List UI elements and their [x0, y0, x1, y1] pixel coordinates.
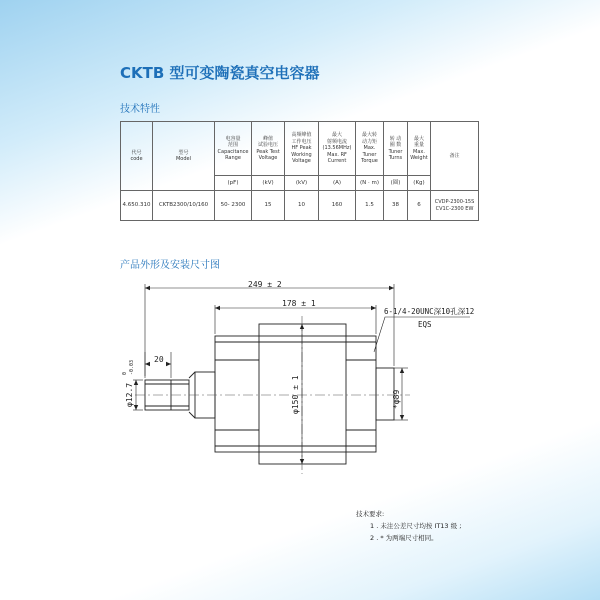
thread-note: 6-1/4-20UNC深10孔深12 [384, 307, 475, 316]
header-remark: 备注 [431, 122, 479, 191]
svg-text:-0.03: -0.03 [129, 359, 135, 375]
dim-body-length: 178 ± 1 [282, 299, 316, 308]
dim-shaft-diameter [122, 360, 135, 407]
svg-text:0: 0 [122, 371, 128, 375]
svg-text:φ12.7: φ12.7 [125, 382, 134, 407]
header-model: 型号 Model [153, 122, 215, 191]
centerlines [135, 316, 410, 474]
cell-remark: CVDP-2300-15S CV1C-2300 EW [431, 191, 479, 221]
cell-weight: 6 [408, 191, 431, 221]
cell-model: CKTB2300/10/160 [153, 191, 215, 221]
dim-shaft-end: 20 [154, 355, 164, 364]
header-tuner-torque: 最大转 动力矩 Max. Tuner Torque [356, 122, 384, 176]
note-item: 1 . 未注公差尺寸均按 IT13 级 ; [370, 522, 462, 530]
unit-hf-working-voltage: (kV) [285, 176, 319, 191]
cell-hf-working-voltage: 10 [285, 191, 319, 221]
notes-heading: 技术要求: [356, 510, 385, 518]
unit-rf-current: (A) [319, 176, 356, 191]
cell-capacitance: 50- 2300 [215, 191, 252, 221]
unit-tuner-torque: (N · m) [356, 176, 384, 191]
section-title-outline: 产品外形及安装尺寸图 [120, 260, 220, 271]
header-hf-working-voltage: 高频峰值 工作电压 HF Peak Working Voltage [285, 122, 319, 176]
cell-tuner-torque: 1.5 [356, 191, 384, 221]
section-title-specs: 技术特性 [120, 104, 160, 115]
unit-peak-test-voltage: (kV) [252, 176, 285, 191]
note-item: 2 . * 为两端尺寸相同。 [370, 534, 438, 542]
dim-overall-length: 249 ± 2 [248, 280, 282, 289]
dim-flange-diameter: *φ89 [392, 389, 401, 409]
page-title: CKTB 型可变陶瓷真空电容器 [120, 64, 320, 82]
header-capacitance: 电容量 范围 Capacitance Range [215, 122, 252, 176]
unit-weight: (Kg) [408, 176, 431, 191]
cell-code: 4.650.310 [121, 191, 153, 221]
unit-capacitance: (pF) [215, 176, 252, 191]
header-weight: 最大 重量 Max. Weight [408, 122, 431, 176]
cell-rf-current: 160 [319, 191, 356, 221]
dim-body-diameter: φ150 ± 1 [291, 375, 300, 414]
cell-tuner-turns: 38 [384, 191, 408, 221]
header-rf-current: 最大 射频电流 (13.56MHz) Max. RF Current [319, 122, 356, 176]
header-peak-test-voltage: 峰值 试验电压 Peak Test Voltage [252, 122, 285, 176]
header-tuner-turns: 转 动 圈 数 Tuner Turns [384, 122, 408, 176]
technical-notes [356, 508, 461, 544]
header-code: 代号 code [121, 122, 153, 191]
thread-note-eqs: EQS [418, 320, 432, 329]
unit-tuner-turns: (圈) [384, 176, 408, 191]
cell-peak-test-voltage: 15 [252, 191, 285, 221]
